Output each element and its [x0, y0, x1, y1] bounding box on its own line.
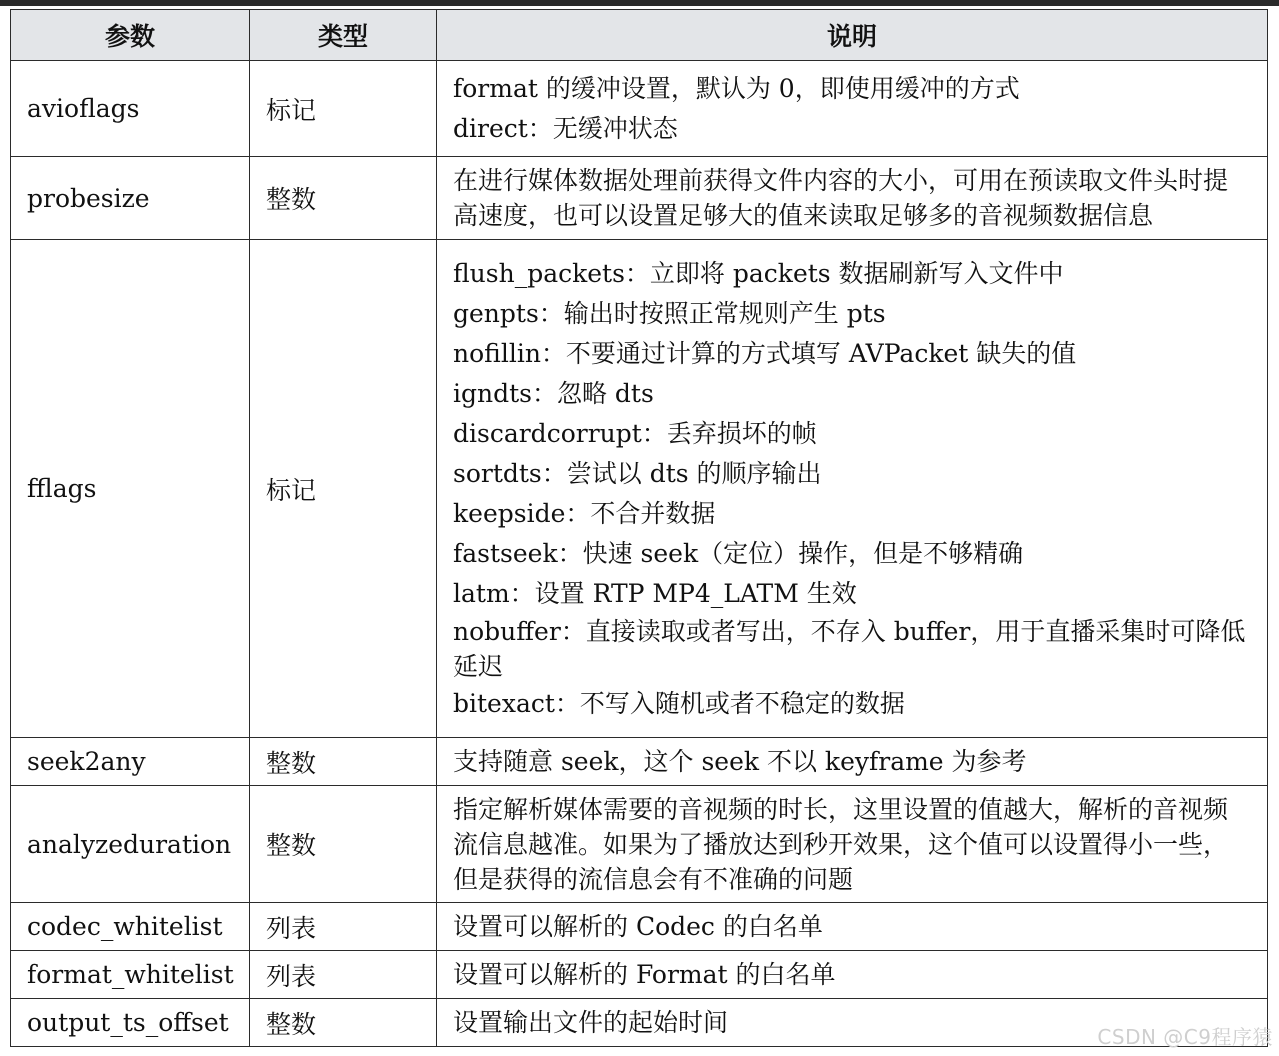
description-cell: [437, 240, 1268, 738]
type-cell: 整数: [250, 786, 437, 903]
description-cell: [437, 61, 1268, 157]
param-cell: output_ts_offset: [11, 999, 250, 1047]
param-cell: seek2any: [11, 738, 250, 786]
description-line: 设置输出文件的起始时间: [453, 1007, 729, 1037]
header-description: 说明: [437, 10, 1268, 61]
description-line: 设置可以解析的 Format 的白名单: [453, 959, 836, 989]
header-type: 类型: [250, 10, 437, 61]
table-row: [11, 903, 1268, 951]
description-line: sortdts：尝试以 dts 的顺序输出: [453, 458, 822, 488]
watermark: CSDN @C9程序猿: [1097, 1025, 1273, 1049]
type-cell: 标记: [250, 240, 437, 738]
description-line: igndts：忽略 dts: [453, 378, 654, 408]
table-row: [11, 240, 1268, 738]
param-cell: analyzeduration: [11, 786, 250, 903]
parameters-table: [10, 9, 1268, 1047]
header-param: 参数: [11, 10, 250, 61]
description-line: 指定解析媒体需要的音视频的时长，这里设置的值越大，解析的音视频流信息越准。如果为了播放达到秒开效果，这个值可以设置得小一些，但是获得的流信息会有不准确的问题: [453, 794, 1229, 894]
top-border-bar: [0, 0, 1279, 6]
description-cell: [437, 738, 1268, 786]
description-line: nofillin：不要通过计算的方式填写 AVPacket 缺失的值: [453, 338, 1077, 368]
description-line: genpts：输出时按照正常规则产生 pts: [453, 298, 886, 328]
table-row: [11, 999, 1268, 1047]
param-cell: fflags: [11, 240, 250, 738]
description-line: 支持随意 seek，这个 seek 不以 keyframe 为参考: [453, 746, 1027, 776]
table-row: [11, 61, 1268, 157]
table-row: [11, 951, 1268, 999]
description-line: fastseek：快速 seek（定位）操作，但是不够精确: [453, 538, 1024, 568]
description-line: flush_packets：立即将 packets 数据刷新写入文件中: [453, 258, 1064, 288]
description-line: keepside：不合并数据: [453, 498, 716, 528]
type-cell: 列表: [250, 903, 437, 951]
type-cell: 标记: [250, 61, 437, 157]
description-line: bitexact：不写入随机或者不稳定的数据: [453, 688, 905, 718]
param-cell: avioflags: [11, 61, 250, 157]
type-cell: 整数: [250, 999, 437, 1047]
param-cell: codec_whitelist: [11, 903, 250, 951]
table-row: [11, 738, 1268, 786]
type-cell: 整数: [250, 738, 437, 786]
type-cell: 整数: [250, 157, 437, 240]
description-line: nobuffer：直接读取或者写出，不存入 buffer，用于直播采集时可降低延迟: [453, 616, 1246, 681]
table-row: [11, 786, 1268, 903]
param-cell: probesize: [11, 157, 250, 240]
table-row: [11, 157, 1268, 240]
type-cell: 列表: [250, 951, 437, 999]
description-cell: [437, 786, 1268, 903]
table-header-row: [11, 10, 1268, 61]
description-line: direct：无缓冲状态: [453, 113, 678, 143]
description-cell: [437, 157, 1268, 240]
description-line: latm：设置 RTP MP4_LATM 生效: [453, 578, 857, 608]
description-line: format 的缓冲设置，默认为 0，即使用缓冲的方式: [453, 73, 1020, 103]
description-cell: [437, 951, 1268, 999]
description-line: discardcorrupt：丢弃损坏的帧: [453, 418, 817, 448]
description-cell: [437, 903, 1268, 951]
description-line: 设置可以解析的 Codec 的白名单: [453, 911, 823, 941]
param-cell: format_whitelist: [11, 951, 250, 999]
description-line: 在进行媒体数据处理前获得文件内容的大小，可用在预读取文件头时提高速度，也可以设置足够大的值来读取足够多的音视频数据信息: [453, 166, 1229, 230]
